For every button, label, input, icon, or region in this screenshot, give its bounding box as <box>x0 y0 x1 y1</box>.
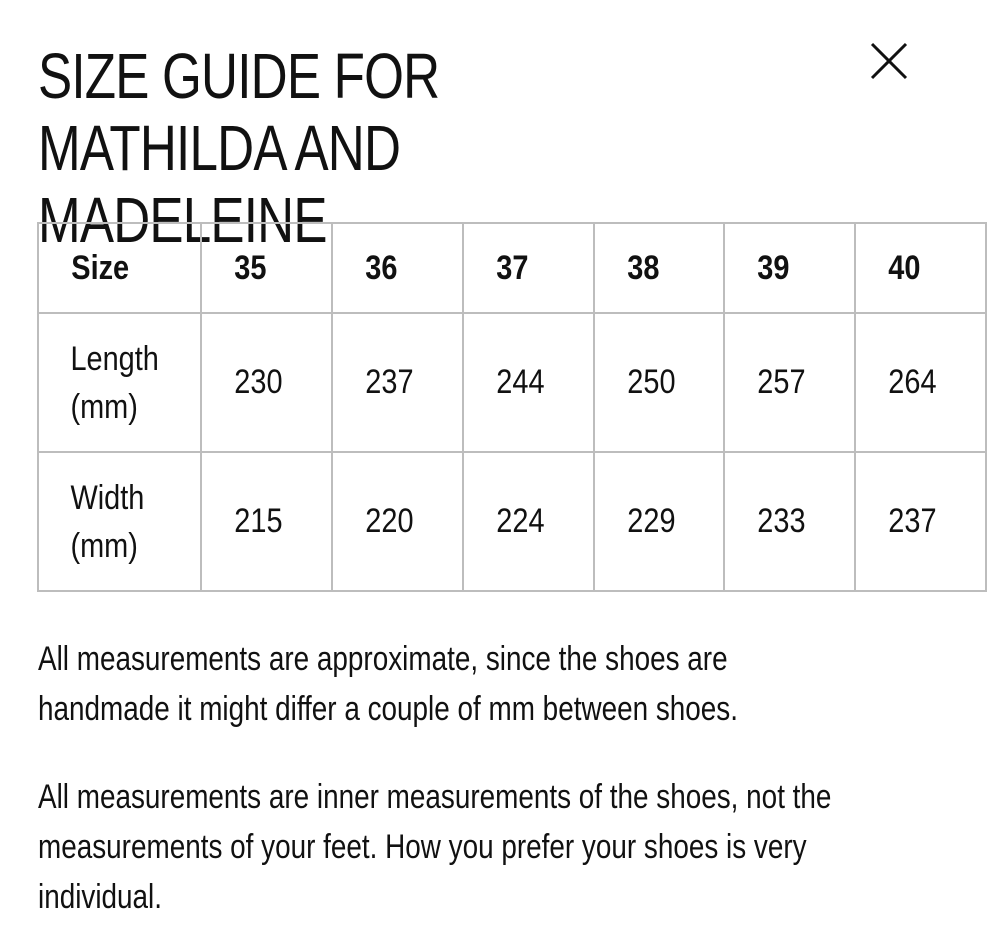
size-value: 40 <box>888 248 921 287</box>
table-cell <box>463 452 594 591</box>
size-value: 35 <box>234 248 267 287</box>
table-row-label-cell <box>38 452 201 591</box>
table-row-length <box>38 313 986 452</box>
width-value: 229 <box>626 502 676 540</box>
table-header-cell <box>38 223 201 313</box>
size-value: 38 <box>626 248 660 287</box>
table-cell <box>463 313 594 452</box>
modal-title: SIZE GUIDE FOR MATHILDA AND MADELEINE <box>38 40 440 256</box>
length-value: 237 <box>365 363 414 401</box>
table-cell <box>724 313 855 452</box>
row-label-line2: (mm) <box>70 526 138 565</box>
table-cell <box>594 452 725 591</box>
width-value: 224 <box>496 502 545 540</box>
table-header-cell <box>463 223 594 313</box>
table-cell <box>594 313 725 452</box>
table-row-label-cell <box>38 313 201 452</box>
width-value: 220 <box>365 502 414 540</box>
width-value: 215 <box>234 502 283 540</box>
table-cell <box>332 452 463 591</box>
table-cell <box>855 452 986 591</box>
table-cell <box>724 452 855 591</box>
table-header-cell <box>594 223 725 313</box>
length-value: 264 <box>888 363 937 401</box>
close-button[interactable] <box>866 38 912 84</box>
width-value: 237 <box>888 502 937 540</box>
table-cell <box>201 313 332 452</box>
size-value: 37 <box>496 248 529 287</box>
table-row-width <box>38 452 986 591</box>
size-header-label: Size <box>71 248 130 287</box>
table-cell <box>201 452 332 591</box>
length-value: 230 <box>234 363 283 401</box>
table-header-cell <box>855 223 986 313</box>
length-value: 257 <box>757 363 806 401</box>
measurement-note-inner: All measurements are inner measurements of the shoes, not the measurements of your feet. How you prefer your shoes is very individual. <box>38 778 832 916</box>
length-value: 244 <box>496 363 545 401</box>
size-value: 36 <box>365 248 398 287</box>
size-value: 39 <box>757 248 790 287</box>
close-icon <box>866 38 912 84</box>
table-cell <box>332 313 463 452</box>
table-header-cell <box>724 223 855 313</box>
table-cell <box>855 313 986 452</box>
row-label-line1: Width <box>70 478 145 517</box>
length-value: 250 <box>626 363 676 401</box>
size-table-scroll-container[interactable] <box>37 222 937 594</box>
size-table <box>37 222 987 592</box>
row-label-line2: (mm) <box>70 387 138 426</box>
width-value: 233 <box>757 502 806 540</box>
table-header-cell <box>201 223 332 313</box>
measurement-note-approximate: All measurements are approximate, since the shoes are handmade it might differ a couple of mm between shoes. <box>38 640 738 728</box>
table-header-cell <box>332 223 463 313</box>
row-label-line1: Length <box>70 339 159 378</box>
table-header-row <box>38 223 986 313</box>
